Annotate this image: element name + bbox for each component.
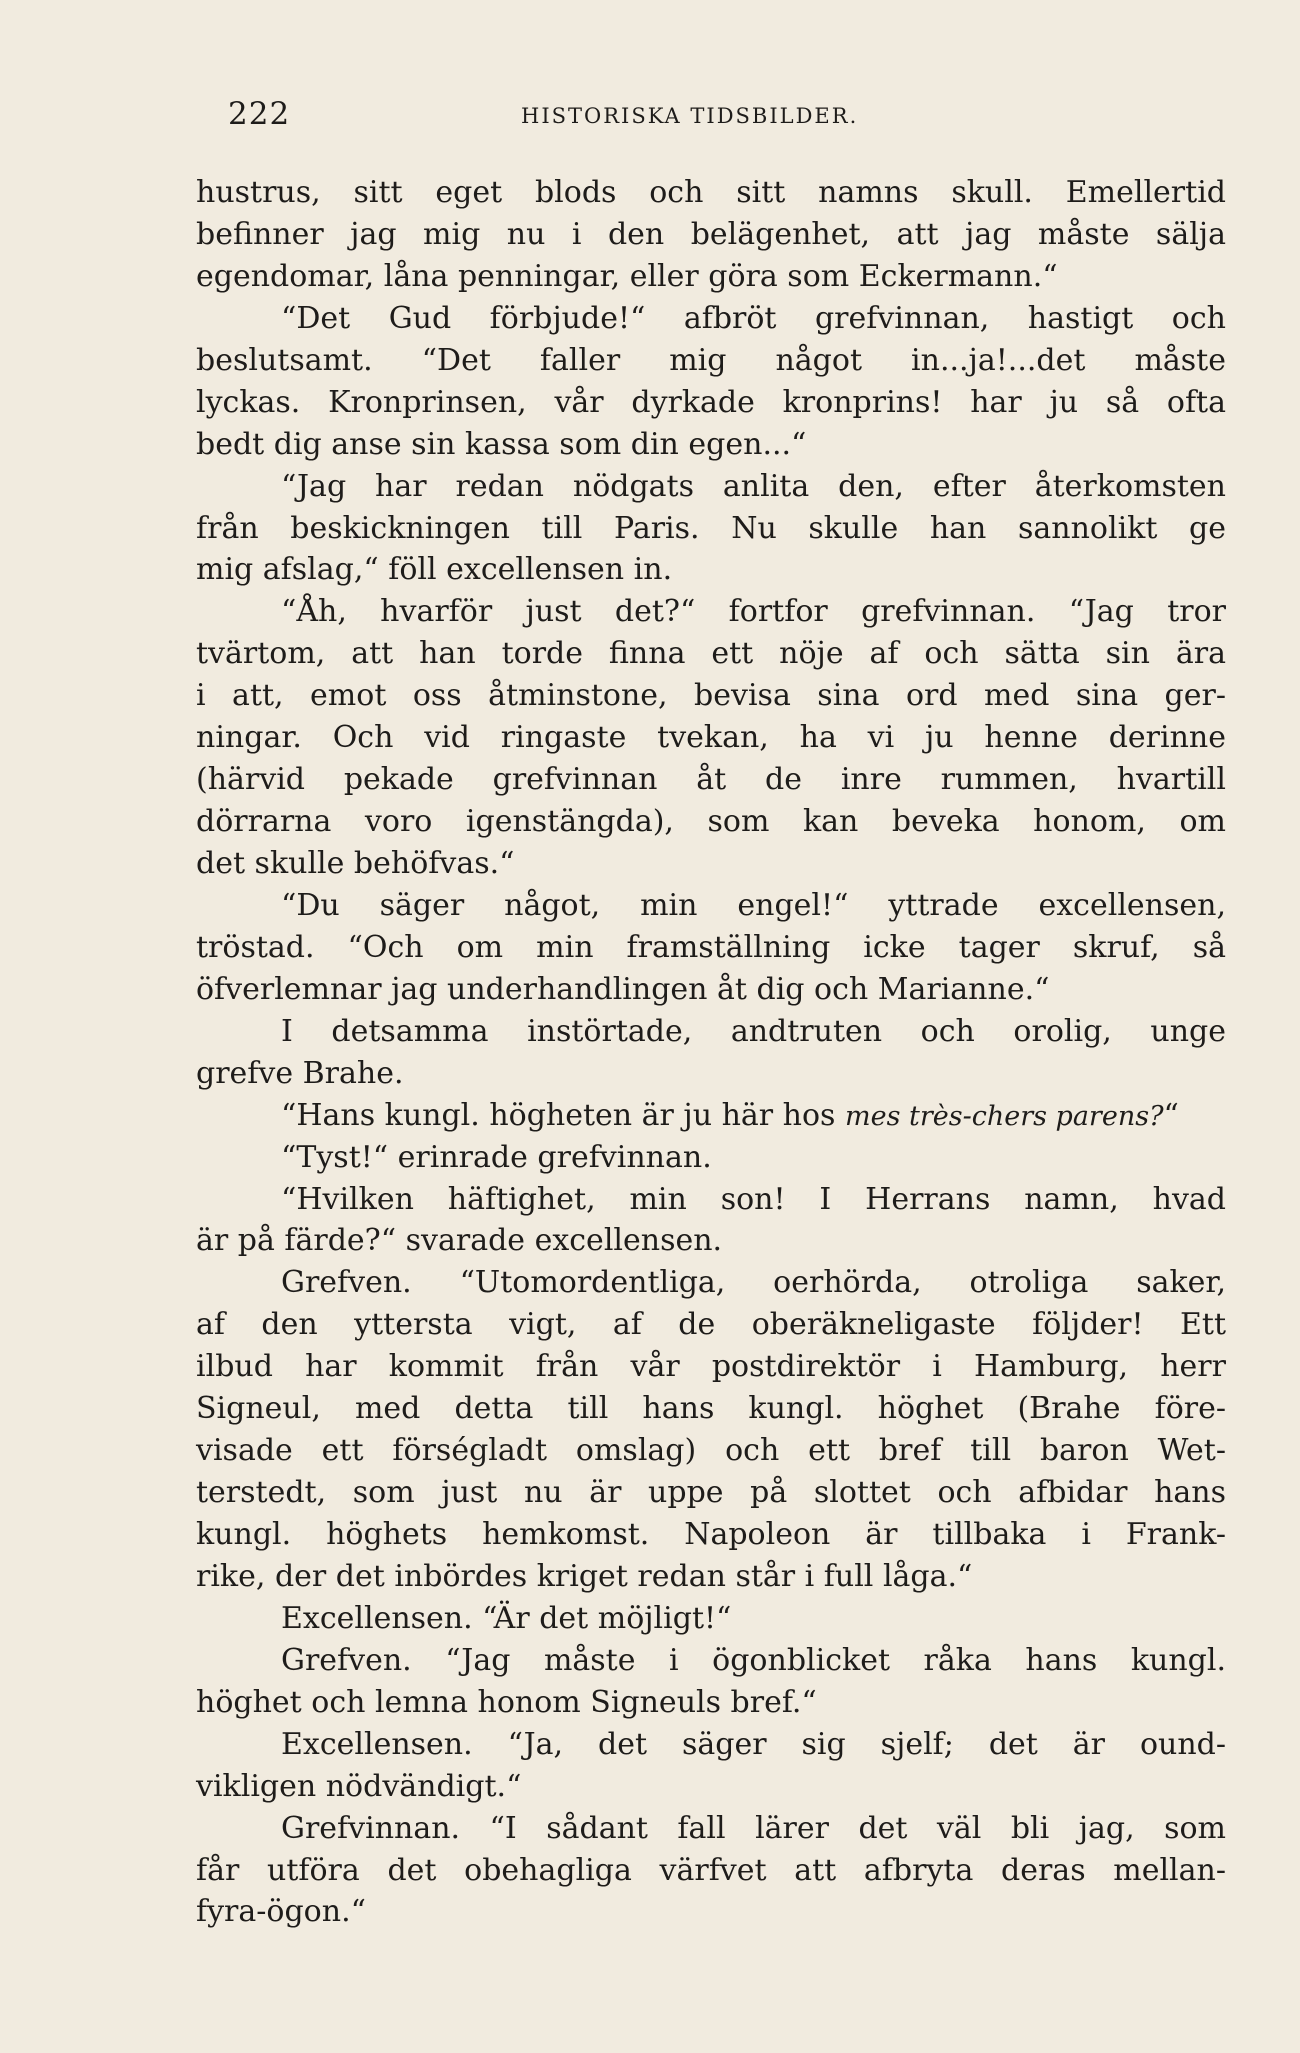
text-line: det skulle behöfvas.“ (196, 846, 515, 881)
text-line: af den yttersta vigt, af de oberäkneligaste följder! Ett (196, 1307, 1226, 1343)
text-line: fyra-ögon.“ (196, 1894, 366, 1930)
text-line: Excellensen. “Ja, det säger sig sjelf; det är ound- (281, 1726, 1226, 1762)
text-line: rike, der det inbördes kriget redan står i full låga.“ (196, 1558, 973, 1594)
text-line-hans (196, 1095, 1226, 1137)
body-text (196, 172, 1226, 1933)
running-head (228, 96, 888, 140)
text-line: får utföra det obehagliga värfvet att afbryta deras mellan- (196, 1852, 1226, 1888)
text-line: “Tyst!“ erinrade grefvinnan. (281, 1139, 712, 1175)
text-line: Grefvinnan. “I sådant fall lärer det väl bli jag, som (281, 1810, 1226, 1846)
hans-prefix: “Hans kungl. högheten är ju här hos (281, 1097, 845, 1133)
text-line: “Hvilken häftighet, min son! I Herrans namn, hvad (281, 1181, 1226, 1217)
running-title: HISTORISKA TIDSBILDER. (521, 104, 859, 128)
text-line: ilbud har kommit från vår postdirektör i Hamburg, herr (196, 1349, 1226, 1385)
text-line: I detsamma instörtade, andtruten och orolig, unge (281, 1013, 1226, 1049)
text-line: lyckas. Kronprinsen, vår dyrkade kronprins! har ju så ofta (196, 384, 1226, 420)
text-line: dörrarna voro igenstängda), som kan beveka honom, om (196, 804, 1226, 840)
text-line: Excellensen. “Är det möjligt!“ (281, 1600, 732, 1636)
text-line: tvärtom, att han torde finna ett nöje af och sätta sin ära (196, 636, 1226, 672)
text-line: är på färde?“ svarade excellensen. (196, 1223, 723, 1259)
text-line: öfverlemnar jag underhandlingen åt dig och Marianne.“ (196, 971, 1050, 1007)
text-line: mig afslag,“ föll excellensen in. (196, 552, 673, 588)
text-line: vikligen nödvändigt.“ (196, 1768, 522, 1804)
text-line: Grefven. “Utomordentliga, oerhörda, otroliga saker, (281, 1265, 1226, 1301)
hans-italic: mes très-chers parens? (844, 1100, 1164, 1132)
text-line: “Det Gud förbjude!“ afbröt grefvinnan, hastigt och (281, 300, 1226, 336)
text-line: visade ett förségladt omslag) och ett bref till baron Wet- (196, 1433, 1226, 1469)
text-line: “Du säger något, min engel!“ yttrade excellensen, (281, 887, 1226, 923)
text-line: bedt dig anse sin kassa som din egen...“ (196, 426, 807, 462)
text-line: Signeul, med detta till hans kungl. höghet (Brahe före- (196, 1391, 1226, 1427)
text-line: egendomar, låna penningar, eller göra som Eckermann.“ (196, 258, 1058, 294)
text-line: beslutsamt. “Det faller mig något in...ja!...det måste (196, 342, 1226, 378)
text-line: grefve Brahe. (196, 1055, 404, 1091)
hans-suffix: “ (1163, 1097, 1179, 1133)
text-line: “Jag har redan nödgats anlita den, efter återkomsten (281, 468, 1226, 504)
text-line: ningar. Och vid ringaste tvekan, ha vi ju henne derinne (196, 720, 1226, 756)
text-line: “Åh, hvarför just det?“ fortfor grefvinnan. “Jag tror (281, 594, 1226, 630)
text-line: i att, emot oss åtminstone, bevisa sina ord med sina ger- (196, 678, 1226, 714)
text-line: (härvid pekade grefvinnan åt de inre rummen, hvartill (196, 762, 1226, 798)
text-line: terstedt, som just nu är uppe på slottet och afbidar hans (196, 1475, 1226, 1511)
text-line: från beskickningen till Paris. Nu skulle han sannolikt ge (196, 510, 1226, 546)
text-line: befinner jag mig nu i den belägenhet, att jag måste sälja (196, 216, 1226, 252)
page-number: 222 (228, 96, 291, 132)
text-line: kungl. höghets hemkomst. Napoleon är tillbaka i Frank- (196, 1517, 1226, 1552)
text-line: hustrus, sitt eget blods och sitt namns skull. Emellertid (196, 175, 1226, 210)
text-line: höghet och lemna honom Signeuls bref.“ (196, 1684, 817, 1720)
text-line: tröstad. “Och om min framställning icke tager skruf, så (196, 929, 1226, 965)
text-line: Grefven. “Jag måste i ögonblicket råka hans kungl. (281, 1642, 1226, 1678)
